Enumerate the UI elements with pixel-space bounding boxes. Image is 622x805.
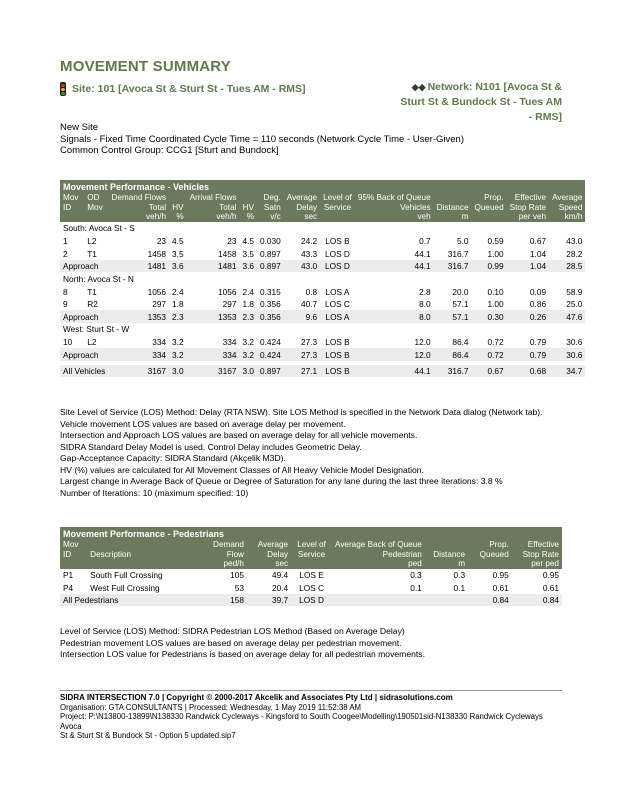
table-cell: P4 — [63, 582, 74, 593]
table-cell: 34.7 — [549, 365, 585, 378]
table-cell: 2 — [63, 248, 68, 259]
table-cell: 0.356 — [257, 310, 284, 323]
table-cell: m — [425, 559, 468, 569]
note-line: Vehicle movement LOS values are based on average delay per movement. — [60, 418, 346, 429]
table-cell: 53 — [234, 582, 244, 593]
table-cell — [169, 193, 187, 203]
table-header-row — [60, 550, 562, 560]
table-cell: 28.2 — [566, 248, 583, 259]
table-cell: LOS D — [325, 248, 350, 259]
table-cell: North: Avoca St - N — [63, 273, 134, 284]
table-cell: 334 — [187, 348, 240, 361]
table-cell: 0.61 — [492, 582, 509, 593]
table-cell: 23 — [227, 236, 237, 247]
table-cell — [425, 540, 468, 550]
table-cell: 12.0 — [355, 348, 434, 361]
table-cell: 1.00 — [487, 299, 504, 310]
note-line: Level of Service (LOS) Method: SIDRA Pedestrian LOS Method (Based on Average Delay) — [60, 626, 405, 636]
table-cell: 158 — [200, 594, 247, 607]
table-cell: LOS B — [325, 337, 350, 348]
table-cell: 3.2 — [169, 348, 187, 361]
table-cell: Movement Performance - Pedestrians — [60, 527, 562, 540]
table-cell: Distance — [425, 550, 468, 560]
table-cell: 43.0 — [284, 260, 320, 273]
table-cell: LOS B — [320, 348, 355, 361]
table-cell: Queued — [472, 203, 507, 213]
table-row — [60, 569, 562, 582]
note-line: Gap-Acceptance Capacity: SIDRA Standard (Akçelik M3D). — [60, 453, 286, 463]
table-cell: 1481 — [108, 260, 169, 273]
note-line: Number of Iterations: 10 (maximum specified: 10) — [60, 487, 249, 498]
table-cell: 3167 — [187, 365, 240, 378]
table-cell: 5.0 — [456, 236, 469, 247]
table-cell — [434, 193, 472, 203]
table-header-row — [60, 559, 562, 569]
table-cell — [239, 193, 257, 203]
table-cell: 3.6 — [239, 260, 257, 273]
table-cell: 4.5 — [172, 236, 184, 247]
table-cell: 44.1 — [414, 248, 431, 259]
table-cell: 3.2 — [172, 337, 184, 348]
table-cell: Delay — [284, 203, 320, 213]
section-row — [60, 222, 585, 235]
table-cell: Demand — [200, 540, 247, 550]
table-cell: 0.72 — [472, 348, 507, 361]
table-cell: 39.7 — [247, 594, 291, 607]
table-cell: 1458 — [217, 248, 237, 259]
vehicle-performance-table — [60, 180, 585, 377]
table-cell: ID — [60, 550, 87, 560]
table-row — [60, 336, 585, 349]
table-cell: P1 — [63, 570, 74, 581]
table-cell: 3.5 — [172, 248, 184, 259]
table-cell: 1481 — [187, 260, 240, 273]
table-cell: 0.897 — [257, 365, 284, 378]
table-cell: 57.1 — [452, 299, 469, 310]
table-cell: Prop. — [472, 193, 507, 203]
table-cell: 0.30 — [472, 310, 507, 323]
table-cell: OD — [84, 193, 108, 203]
table-cell: 27.1 — [284, 365, 320, 378]
table-cell: % — [239, 212, 257, 222]
table-cell: 3.2 — [242, 337, 254, 348]
table-cell: 0.95 — [492, 570, 509, 581]
table-cell: LOS A — [325, 286, 350, 297]
table-cell: 8.0 — [355, 310, 434, 323]
footer-copyright: SIDRA INTERSECTION 7.0 | Copyright © 2000-2017 Akcelik and Associates Pty Ltd | sidrasolutions.com — [60, 693, 453, 702]
table-cell: 0.72 — [487, 337, 504, 348]
table-cell: 1458 — [147, 248, 167, 259]
table-cell: LOS E — [299, 570, 324, 581]
table-cell: All Vehicles — [60, 365, 108, 378]
table-cell: 1.00 — [487, 248, 504, 259]
table-cell: LOS D — [320, 260, 355, 273]
table-cell: 27.3 — [284, 348, 320, 361]
table-cell: 28.5 — [549, 260, 585, 273]
note-line: Pedestrian movement LOS values are based on average delay per pedestrian movement. — [60, 637, 402, 648]
info-line: Signals - Fixed Time Coordinated Cycle Time = 110 seconds (Network Cycle Time - User-Given) — [60, 133, 464, 145]
table-header-row — [60, 203, 585, 213]
table-cell: 43.3 — [300, 248, 318, 259]
table-cell: Effective — [507, 193, 549, 203]
table-cell: sec — [284, 212, 320, 222]
table-cell: 9.6 — [284, 310, 320, 323]
table-cell: 2.4 — [242, 286, 254, 297]
network-heading — [372, 80, 562, 125]
table-cell: 40.7 — [300, 299, 318, 310]
table-cell: 3.5 — [242, 248, 254, 259]
table-cell: Stop Rate — [512, 550, 562, 560]
table-cell: LOS C — [299, 582, 324, 593]
table-cell: 10 — [63, 337, 73, 348]
note-line: Intersection LOS value for Pedestrians is based on average delay for all pedestrian movements. — [60, 649, 425, 659]
table-cell: 0.424 — [257, 348, 284, 361]
table-cell: per veh — [507, 212, 549, 222]
traffic-light-icon — [60, 82, 66, 96]
table-cell: veh/h — [187, 212, 240, 222]
table-cell: Satn — [257, 203, 284, 213]
table-cell: 44.1 — [355, 260, 434, 273]
table-cell: sec — [247, 559, 291, 569]
table-cell: 43.0 — [566, 236, 583, 247]
table-cell: ped — [332, 559, 425, 569]
table-cell: T1 — [87, 248, 97, 259]
table-cell: 1056 — [147, 286, 167, 297]
table-cell: 20.0 — [452, 286, 469, 297]
table-cell: 0.315 — [260, 286, 281, 297]
total-row — [60, 594, 562, 607]
table-cell: per ped — [512, 559, 562, 569]
table-cell: 105 — [230, 570, 244, 581]
table-cell: LOS B — [320, 365, 355, 378]
table-cell: 1.8 — [172, 299, 184, 310]
network-line: Sturt St & Bundock St - Tues AM — [400, 96, 562, 108]
table-cell: 0.99 — [472, 260, 507, 273]
approach-row — [60, 348, 585, 361]
table-cell: 316.7 — [434, 260, 472, 273]
table-cell: 334 — [152, 337, 167, 348]
table-cell: 95% Back of Queue — [355, 193, 434, 203]
table-cell: 0.84 — [512, 594, 562, 607]
table-cell: 334 — [222, 337, 237, 348]
table-cell: 0.61 — [542, 582, 559, 593]
info-line: New Site — [60, 122, 99, 133]
table-cell: LOS D — [291, 594, 332, 607]
total-row — [60, 365, 585, 378]
table-cell: LOS C — [325, 299, 350, 310]
table-cell: 0.897 — [257, 260, 284, 273]
info-line: Common Control Group: CCG1 [Sturt and Bundock] — [60, 145, 279, 156]
table-cell — [291, 559, 332, 569]
table-cell: 0.84 — [468, 594, 512, 607]
table-cell: 0.030 — [260, 236, 281, 247]
table-cell: 0.86 — [529, 299, 547, 310]
table-title-row — [60, 180, 585, 193]
table-cell: Queued — [468, 550, 512, 560]
table-cell: 2.3 — [169, 310, 187, 323]
note-line: Intersection and Approach LOS values are based on average delay for all vehicle movements. — [60, 430, 418, 440]
table-cell: Pedestrian — [332, 550, 425, 560]
note-line: Largest change in Average Back of Queue or Degree of Saturation for any lane during the last three iterations: 3.8 % — [60, 476, 503, 486]
table-cell: Average — [549, 193, 585, 203]
table-cell: 0.3 — [410, 570, 422, 581]
table-cell: 0.67 — [529, 236, 547, 247]
table-cell: Description — [87, 550, 200, 560]
table-cell: 30.6 — [549, 348, 585, 361]
footer-organisation: Organisation: GTA CONSULTANTS | Processed: Wednesday, 1 May 2019 11:52:38 AM — [60, 702, 362, 712]
table-cell: 0.1 — [453, 582, 466, 593]
table-cell: Service — [320, 203, 355, 213]
table-cell — [320, 212, 355, 222]
table-cell: Level of — [291, 540, 332, 550]
table-cell: 1 — [63, 236, 68, 247]
table-row — [60, 581, 562, 594]
table-cell: Flow — [200, 550, 247, 560]
table-cell: 316.7 — [447, 248, 469, 259]
table-cell: 30.6 — [566, 337, 583, 348]
note-line: HV (%) values are calculated for All Movement Classes of All Heavy Vehicle Model Designation. — [60, 464, 424, 475]
table-cell: 316.7 — [434, 365, 472, 378]
table-row — [60, 298, 585, 311]
table-cell — [87, 540, 200, 550]
table-cell — [425, 594, 468, 607]
table-cell: Approach — [60, 310, 108, 323]
table-cell: Prop. — [468, 540, 512, 550]
table-cell — [87, 559, 200, 569]
table-cell: LOS A — [320, 310, 355, 323]
table-cell: Stop Rate — [507, 203, 549, 213]
table-row — [60, 235, 585, 248]
footer-project: Project: P:\N13800-13899\N138330 Randwick Cycleways - Kingsford to South Coogee\Modelling\190501sid-N138330 Randwick Cycleways Avoca — [60, 712, 543, 731]
table-cell: 27.3 — [300, 337, 318, 348]
table-cell: 1056 — [217, 286, 237, 297]
table-cell: Distance — [434, 203, 472, 213]
table-cell: 0.67 — [472, 365, 507, 378]
table-cell: Deg. — [257, 193, 284, 203]
table-cell: LOS B — [325, 236, 350, 247]
table-cell: 334 — [108, 348, 169, 361]
table-cell — [472, 212, 507, 222]
table-cell: 3.0 — [239, 365, 257, 378]
network-icon: ◆◆ — [411, 82, 426, 92]
table-cell: 24.2 — [300, 236, 318, 247]
note-line: Site Level of Service (LOS) Method: Delay (RTA NSW). Site LOS Method is specified in the Network Data dialog (Network tab). — [60, 407, 543, 417]
table-cell: % — [169, 212, 187, 222]
table-cell: 20.4 — [271, 582, 289, 593]
table-cell: 3.2 — [239, 348, 257, 361]
table-cell: 3.0 — [169, 365, 187, 378]
table-cell: 1.04 — [529, 248, 547, 259]
table-cell: 0.424 — [260, 337, 281, 348]
table-title-row — [60, 527, 562, 540]
table-cell: 49.4 — [271, 570, 289, 581]
table-cell: 0.95 — [542, 570, 559, 581]
table-cell: Average Back of Queue — [332, 540, 425, 550]
table-cell: 0.356 — [260, 299, 281, 310]
table-cell: 1.04 — [507, 260, 549, 273]
table-cell: Movement Performance - Vehicles — [60, 180, 585, 193]
table-cell: West Full Crossing — [90, 582, 160, 593]
table-cell: Approach — [60, 260, 108, 273]
table-cell: Average — [247, 540, 291, 550]
table-cell: Arrival Flows — [187, 193, 240, 203]
table-cell: veh — [355, 212, 434, 222]
table-cell: Approach — [60, 348, 108, 361]
table-cell: 0.3 — [453, 570, 466, 581]
table-cell — [468, 559, 512, 569]
table-cell: South Full Crossing — [90, 570, 163, 581]
table-cell: 86.4 — [434, 348, 472, 361]
table-cell: km/h — [549, 212, 585, 222]
table-cell: ID — [60, 203, 84, 213]
table-cell: Effective — [512, 540, 562, 550]
table-header-row — [60, 193, 585, 203]
approach-row — [60, 310, 585, 323]
table-cell: 0.79 — [507, 348, 549, 361]
table-cell: 0.897 — [260, 248, 281, 259]
table-cell: Speed — [549, 203, 585, 213]
table-cell: 3.6 — [169, 260, 187, 273]
table-cell: L2 — [87, 337, 97, 348]
table-cell: 25.0 — [566, 299, 583, 310]
table-cell: HV — [169, 203, 187, 213]
table-cell: 1.8 — [242, 299, 254, 310]
table-cell: ped/h — [200, 559, 247, 569]
page-title: MOVEMENT SUMMARY — [60, 58, 231, 75]
footer-project-cont: St & Sturt St & Bundock St - Option 5 updated.sip7 — [60, 731, 236, 741]
table-cell: Service — [291, 550, 332, 560]
table-cell: T1 — [87, 286, 97, 297]
site-label: Site: 101 [Avoca St & Sturt St - Tues AM - RMS] — [72, 83, 306, 95]
table-cell: 3167 — [108, 365, 169, 378]
table-cell: South: Avoca St - S — [63, 223, 135, 234]
table-cell: 8.0 — [419, 299, 431, 310]
note-line: SIDRA Standard Delay Model is used. Control Delay includes Geometric Delay. — [60, 441, 362, 452]
table-cell: Demand Flows — [108, 193, 169, 203]
table-cell: HV — [239, 203, 257, 213]
table-cell: 2.4 — [172, 286, 184, 297]
table-cell: R2 — [87, 299, 98, 310]
table-cell: 23 — [156, 236, 167, 247]
table-cell: Level of — [320, 193, 355, 203]
table-cell: Delay — [247, 550, 291, 560]
table-cell: Total — [108, 203, 169, 213]
table-cell: West: Sturt St - W — [63, 324, 130, 335]
table-cell: 86.4 — [452, 337, 469, 348]
table-cell: Mov — [84, 203, 108, 213]
table-row — [60, 247, 585, 260]
network-line: Network: N101 [Avoca St & — [427, 81, 562, 93]
table-cell: 1353 — [187, 310, 240, 323]
table-cell: 0.1 — [410, 582, 422, 593]
footer — [60, 690, 562, 741]
approach-row — [60, 260, 585, 273]
table-cell: 12.0 — [414, 337, 431, 348]
site-heading — [60, 82, 306, 96]
network-line: - RMS] — [528, 111, 562, 123]
section-row — [60, 272, 585, 285]
table-cell: 4.5 — [242, 236, 254, 247]
table-cell: 8 — [63, 286, 68, 297]
table-cell: veh/h — [108, 212, 169, 222]
pedestrian-performance-table — [60, 527, 562, 606]
table-cell: 0.79 — [529, 337, 547, 348]
table-cell: 47.6 — [549, 310, 585, 323]
table-cell: v/c — [257, 212, 284, 222]
table-cell — [60, 559, 87, 569]
table-cell: 0.26 — [507, 310, 549, 323]
table-cell: 297 — [222, 299, 237, 310]
table-cell: 0.09 — [529, 286, 547, 297]
table-cell — [332, 594, 425, 607]
table-cell: 58.9 — [566, 286, 583, 297]
table-cell: Average — [284, 193, 320, 203]
table-row — [60, 285, 585, 298]
table-cell: 297 — [152, 299, 167, 310]
site-info — [60, 122, 464, 157]
table-cell: Vehicles — [355, 203, 434, 213]
table-cell: 1353 — [108, 310, 169, 323]
table-cell: 0.10 — [487, 286, 504, 297]
table-cell — [60, 212, 84, 222]
table-cell: m — [434, 212, 472, 222]
table-cell: Total — [187, 203, 240, 213]
vehicle-notes — [60, 407, 543, 499]
pedestrian-notes — [60, 626, 425, 661]
table-cell: Mov — [60, 193, 84, 203]
table-header-row — [60, 540, 562, 550]
table-cell: All Pedestrians — [60, 594, 200, 607]
table-cell: L2 — [87, 236, 97, 247]
table-cell: 44.1 — [355, 365, 434, 378]
table-cell: 2.3 — [239, 310, 257, 323]
table-cell: 2.8 — [419, 286, 431, 297]
table-cell: 0.68 — [507, 365, 549, 378]
table-header-row — [60, 212, 585, 222]
table-cell: 0.59 — [487, 236, 504, 247]
section-row — [60, 323, 585, 336]
table-cell: 0.8 — [305, 286, 318, 297]
table-cell: 57.1 — [434, 310, 472, 323]
table-cell: 0.7 — [419, 236, 431, 247]
table-cell: 9 — [63, 299, 68, 310]
table-cell — [84, 212, 108, 222]
table-cell: Mov — [60, 540, 87, 550]
